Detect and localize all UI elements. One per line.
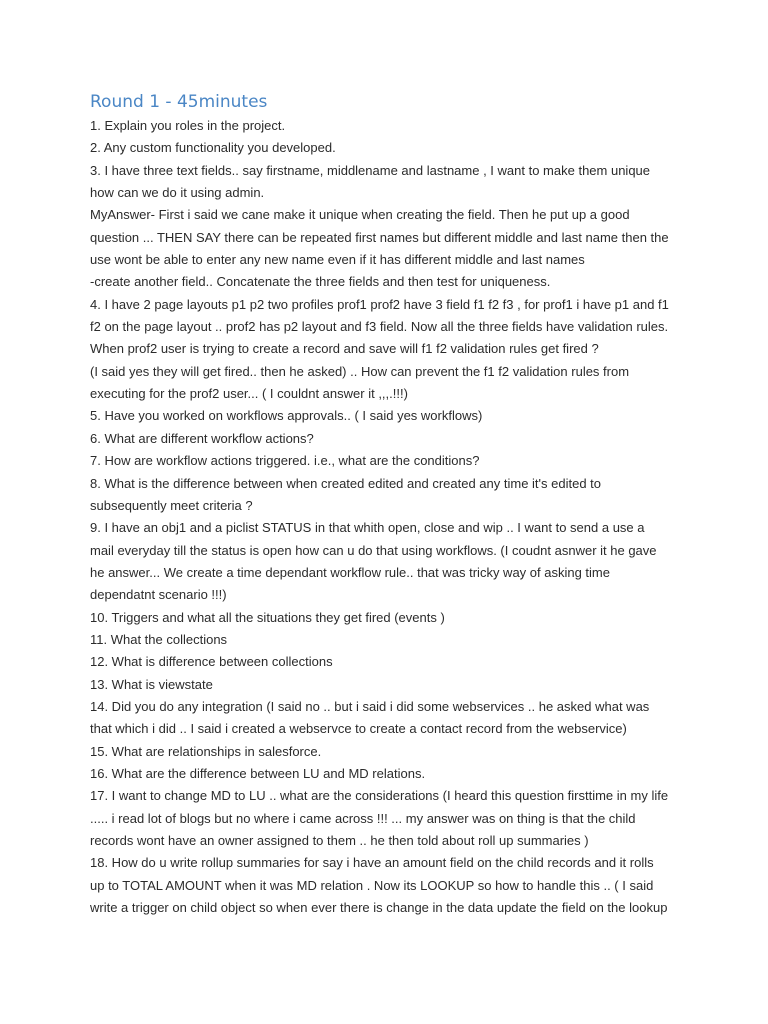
text-line: ..... i read lot of blogs but no where i came across !!! ... my answer was on thing is that the child — [90, 810, 636, 826]
text-line: how can we do it using admin. — [90, 185, 265, 201]
text-line: 13. What is viewstate — [90, 676, 213, 692]
text-line: f2 on the page layout .. prof2 has p2 layout and f3 field. Now all the three fields have validation rules. — [90, 319, 669, 335]
text-line: 6. What are different workflow actions? — [90, 430, 314, 446]
text-line: (I said yes they will get fired.. then he asked) .. How can prevent the f1 f2 validation rules from — [90, 363, 630, 379]
text-line: write a trigger on child object so when ever there is change in the data update the field on the lookup — [90, 900, 668, 916]
text-line: 9. I have an obj1 and a piclist STATUS in that whith open, close and wip .. I want to send a use a — [90, 520, 645, 536]
text-line: executing for the prof2 user... ( I couldnt answer it ,,,.!!!) — [90, 386, 408, 402]
text-line: 7. How are workflow actions triggered. i.e., what are the conditions? — [90, 453, 480, 469]
section-heading: Round 1 - 45minutes — [90, 92, 268, 112]
text-line: 15. What are relationships in salesforce. — [90, 743, 322, 759]
text-line: up to TOTAL AMOUNT when it was MD relation . Now its LOOKUP so how to handle this .. ( I said — [90, 877, 654, 893]
text-line: 5. Have you worked on workflows approvals.. ( I said yes workflows) — [90, 408, 483, 424]
text-line: subsequently meet criteria ? — [90, 497, 253, 513]
text-line: When prof2 user is trying to create a record and save will f1 f2 validation rules get fired ? — [90, 341, 599, 357]
text-line: he answer... We create a time dependant workflow rule.. that was tricky way of asking time — [90, 564, 610, 580]
text-line: 3. I have three text fields.. say firstname, middlename and lastname , I want to make them unique — [90, 162, 651, 178]
text-line: 10. Triggers and what all the situations they get fired (events ) — [90, 609, 445, 625]
text-line: 4. I have 2 page layouts p1 p2 two profiles prof1 prof2 have 3 field f1 f2 f3 , for prof1 i have p1 and f1 — [90, 296, 669, 312]
text-line: 16. What are the difference between LU and MD relations. — [90, 765, 426, 781]
text-line: 2. Any custom functionality you developed. — [90, 140, 336, 156]
text-line: records wont have an owner assigned to them .. he then told about roll up summaries ) — [90, 833, 589, 848]
text-line: 14. Did you do any integration (I said no .. but i said i did some webservices .. he asked what was — [90, 698, 650, 714]
text-line: 8. What is the difference between when created edited and created any time it's edited to — [90, 475, 601, 491]
document-body — [90, 115, 690, 919]
text-line: 1. Explain you roles in the project. — [90, 118, 286, 133]
text-line: mail everyday till the status is open how can u do that using workflows. (I coudnt asnwer it he gave — [90, 542, 657, 558]
text-line: 12. What is difference between collections — [90, 654, 333, 670]
text-line: that which i did .. I said i created a webservce to create a contact record from the webservice) — [90, 721, 627, 737]
text-line: 11. What the collections — [90, 631, 228, 647]
text-line: 18. How do u write rollup summaries for say i have an amount field on the child records and it rolls — [90, 855, 654, 871]
text-line: -create another field.. Concatenate the three fields and then test for uniqueness. — [90, 274, 551, 290]
text-line: question ... THEN SAY there can be repeated first names but different middle and last name then the — [90, 229, 669, 245]
text-line: MyAnswer- First i said we cane make it unique when creating the field. Then he put up a good — [90, 207, 630, 223]
text-line: 17. I want to change MD to LU .. what are the considerations (I heard this question firsttime in my life — [90, 788, 669, 804]
text-line: use wont be able to enter any new name even if it has different middle and last names — [90, 252, 585, 268]
text-line: dependatnt scenario !!!) — [90, 587, 227, 603]
